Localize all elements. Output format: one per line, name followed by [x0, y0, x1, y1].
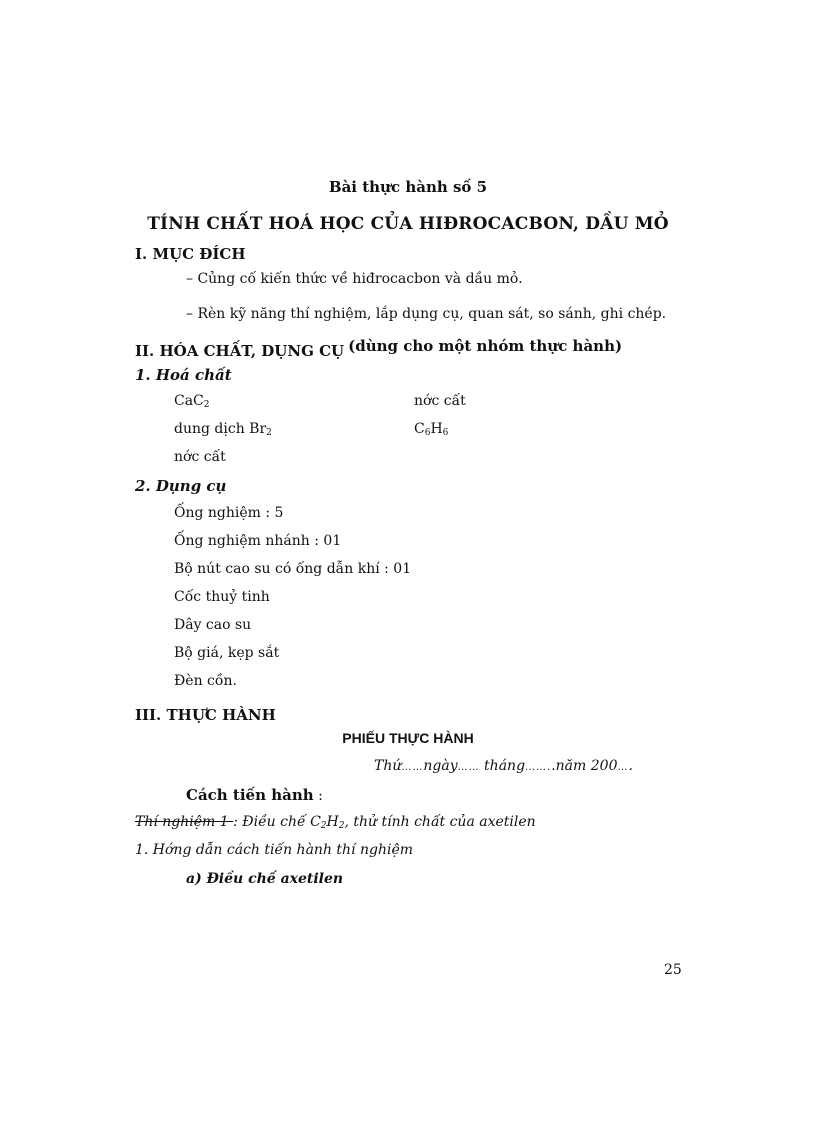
section-1-heading: I. MỤC ĐÍCH	[135, 245, 246, 263]
chemical-right-1: nớc cất	[414, 393, 466, 409]
guide-heading: 1. Hớng dẫn cách tiến hành thí nghiệm	[135, 842, 414, 858]
subsection-a-heading: a) Điều chế axetilen	[186, 871, 344, 887]
section-2-title: II. HÓA CHẤT, DỤNG CỤ	[135, 342, 345, 360]
worksheet-title: PHIẾU THỰC HÀNH	[342, 730, 474, 746]
goal-item-2: – Rèn kỹ năng thí nghiệm, lắp dụng cụ, quan sát, so sánh, ghi chép.	[186, 306, 667, 322]
tool-item-1: Ống nghiệm : 5	[174, 505, 284, 521]
chemicals-heading: 1. Hoá chất	[135, 366, 232, 384]
goal-item-1: – Củng cố kiến thức về hiđrocacbon và dầu mỏ.	[186, 271, 523, 287]
tool-item-3: Bộ nút cao su có ống dẫn khí : 01	[174, 561, 412, 577]
tools-heading: 2. Dụng cụ	[135, 477, 227, 495]
chemical-right-2: $C_6H_6$	[414, 421, 449, 438]
chemical-left-1: CaC$_2$	[174, 393, 210, 410]
chemical-left-2: dung dịch $Br_2$	[174, 421, 272, 438]
tool-item-5: Dây cao su	[174, 617, 252, 633]
tool-item-4: Cốc thuỷ tinh	[174, 589, 270, 605]
lesson-label: Bài thực hành số 5	[328, 178, 488, 196]
chemical-left-3: nớc cất	[174, 449, 226, 465]
tool-item-2: Ống nghiệm nhánh : 01	[174, 533, 342, 549]
date-line: Thứ……ngày…… tháng……..năm 200….	[374, 758, 633, 774]
section-2-heading	[135, 337, 623, 360]
procedure-label: Cách tiến hành :	[186, 786, 323, 804]
tool-item-6: Bộ giá, kẹp sắt	[174, 645, 280, 661]
page-number: 25	[664, 962, 682, 978]
section-3-heading: III. THỰC HÀNH	[135, 706, 276, 724]
experiment-1-line: Thí nghiệm 1 : Điều chế $C_2H_2$, thử tính chất của axetilen	[135, 814, 536, 831]
experiment-1-label: Thí nghiệm 1	[135, 814, 234, 830]
document-title: TÍNH CHẤT HOÁ HỌC CỦA HIĐROCACBON, DẦU MỎ	[147, 214, 669, 234]
section-2-note: (dùng cho một nhóm thực hành)	[348, 337, 623, 355]
tool-item-7: Đèn cồn.	[174, 673, 237, 689]
